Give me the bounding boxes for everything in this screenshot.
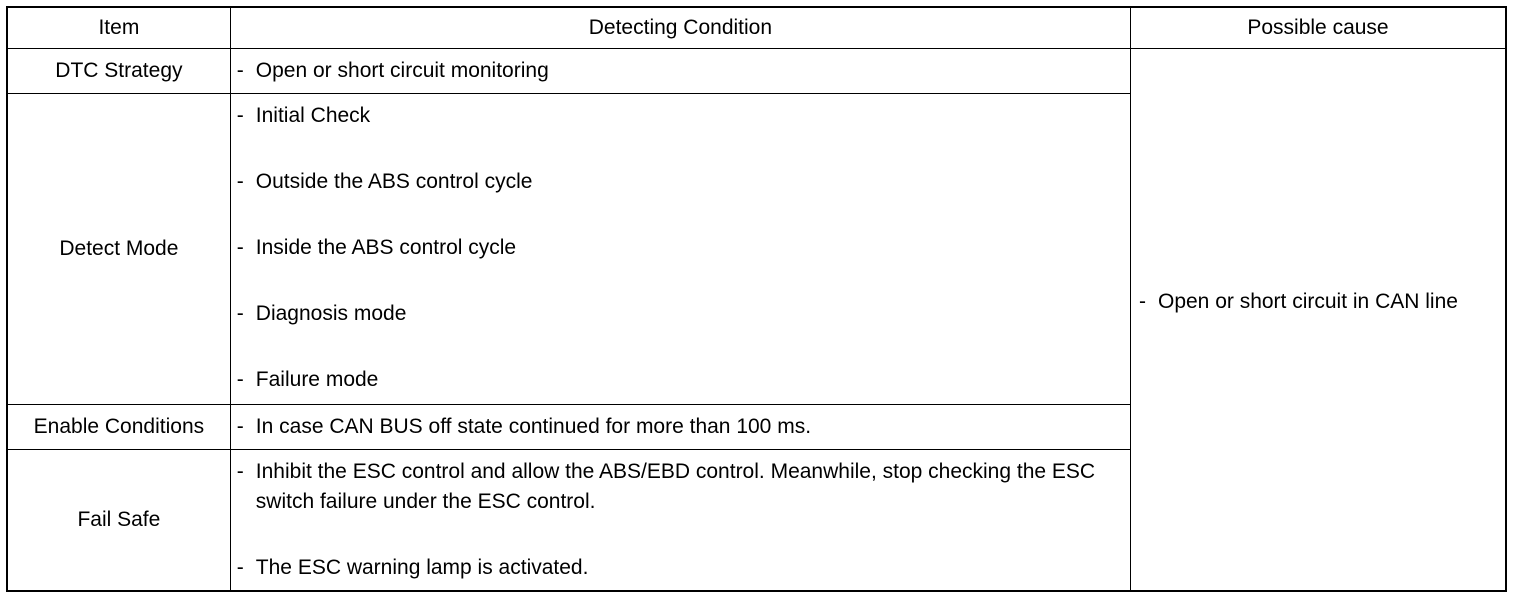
header-item: Item [7,7,230,49]
bullet-marker: - [236,415,244,438]
possible-cause-cell [1130,49,1506,592]
dtc-spec-table [6,6,1507,592]
condition-text: In case CAN BUS off state continued for more than 100 ms. [255,415,812,438]
condition-text: Initial Check [255,104,371,127]
condition-text: Inside the ABS control cycle [255,236,517,259]
bullet-marker: - [236,236,244,259]
bullet-marker: - [236,104,244,127]
list-item [237,167,1122,197]
condition-text: Failure mode [255,368,379,391]
list-item [237,457,1122,517]
condition-text: The ESC warning lamp is activated. [255,556,589,579]
list-item [237,365,1122,395]
item-enable-conditions: Enable Conditions [7,405,230,450]
possible-cause-text: Open or short circuit in CAN line [1157,289,1458,313]
bullet-marker: - [236,59,244,82]
bullet-marker: - [236,368,244,391]
header-possible-cause: Possible cause [1130,7,1506,49]
list-item [237,233,1122,263]
header-detecting-condition: Detecting Condition [230,7,1130,49]
condition-enable-conditions [230,405,1130,450]
list-item [237,56,1122,86]
item-fail-safe: Fail Safe [7,450,230,592]
condition-detect-mode [230,94,1130,405]
bullet-marker: - [236,302,244,325]
list-item [237,412,1122,442]
list-item [1139,287,1497,317]
item-dtc-strategy: DTC Strategy [7,49,230,94]
bullet-marker: - [236,460,244,483]
condition-dtc-strategy [230,49,1130,94]
condition-text: Diagnosis mode [255,302,407,325]
list-item [237,553,1122,583]
bullet-marker: - [236,556,244,579]
condition-text: Outside the ABS control cycle [255,170,533,193]
bullet-marker: - [236,170,244,193]
table-header-row [7,7,1506,49]
condition-fail-safe [230,450,1130,592]
condition-text: Inhibit the ESC control and allow the ABS/EBD control. Meanwhile, stop checking the ESC switch failure under the ESC control. [255,460,1096,513]
bullet-marker: - [1138,289,1146,313]
item-detect-mode: Detect Mode [7,94,230,405]
table-row-dtc-strategy [7,49,1506,94]
list-item [237,299,1122,329]
condition-text: Open or short circuit monitoring [255,59,549,82]
list-item [237,101,1122,131]
